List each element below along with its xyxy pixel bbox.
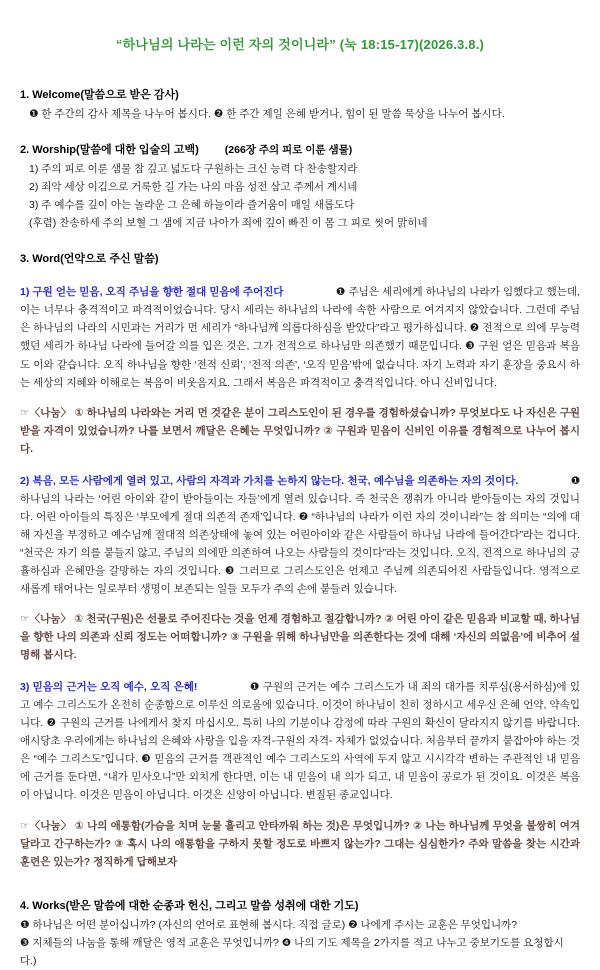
section-welcome xyxy=(20,86,580,123)
welcome-heading: 1. Welcome(말씀으로 받은 감사) xyxy=(20,89,179,102)
hymn-line: 1) 주의 피로 이룬 샘물 참 깊고 넓도다 구원하는 크신 능력 다 찬송할지라 xyxy=(29,163,358,176)
word-point-2-lead: 2) 복음, 모든 사람에게 열려 있고, 사람의 자격과 가치를 논하지 않는다. 천국, 예수님을 의존하는 자의 것이다. xyxy=(20,474,519,487)
section-works xyxy=(20,897,580,970)
worship-heading-line xyxy=(20,141,580,160)
word-point-1 xyxy=(20,283,580,391)
word-point-2-body: ❶ 하나님의 나라는 ‘어린 아이와 같이 받아들이는 자들’에게 열려 있습니다. 즉 천국은 쟁취가 아니라 받아들이는 자의 것입니다. 어린 아이들의 특징은 ‘부모에게 절대 의존적 존재’입니다. ❷ “하나님의 나라가 이런 자의 것이니라”는 참 의미는 “의에 대해 자신을 부정하고 예수님께 절대적 의존상태에 놓여 있는 어린아이와 같은 사람들이 하나님 나라에 들어간다”라는 겁니다. “천국은 자기 의를 붙들지 않고, 주님의 의에만 의존하여 나오는 사람들의 것이다”라는 것입니다. 오직, 전적으로 하나님의 긍휼하심과 은혜만을 갈망하는 자의 것입니다. ❸ 그러므로 그리스도인은 언제고 주님께 의존되어진 사람들입니다. 영적으로 새롭게 태어나는 일로부터 생명이 보존되는 일들 모두가 주의 손에 붙들려 있습니다. xyxy=(20,474,580,596)
share-question-1: ☞〈나눔〉 ① 하나님의 나라와는 거리 먼 것같은 분이 그리스도인이 된 경우를 경험하셨습니까? 무엇보다도 나 자신은 구원받을 자격이 있었습니까? 나를 보면서 깨달은 은혜는 무엇입니까? ② 구원과 믿음이 신비인 이유를 경험적으로 나누어 봅시다. xyxy=(20,406,580,455)
page-title: “하나님의 나라는 이런 자의 것이니라” (눅 18:15-17)(2026.3.8.) xyxy=(115,37,485,52)
works-heading: 4. Works(받은 말씀에 대한 순종과 헌신, 그리고 말씀 성취에 대한 기도) xyxy=(20,899,359,912)
word-point-1-lead: 1) 구원 얻는 믿음, 오직 주님을 향한 절대 믿음에 주어진다 xyxy=(20,286,284,299)
hymn-line: (후렴) 찬송하세 주의 보혈 그 샘에 지금 나아가 죄에 깊이 빠진 이 몸 그 피로 씻어 맑히네 xyxy=(29,217,428,230)
word-point-2 xyxy=(20,472,580,598)
hymn-reference: (266장 주의 피로 이룬 샘물) xyxy=(224,144,353,157)
share-question-3: ☞〈나눔〉 ① 나의 애통함(가슴을 치며 눈물 흘리고 안타까워 하는 것)은 무엇입니까? ② 나는 하나님께 무엇을 불쌍히 여겨 달라고 간구하는가? ③ 혹시 나의 애통함을 구하지 못할 정도로 바쁘지 않는가? 그대는 심심한가? 주와 말씀을 찾는 시간과 훈련은 있는가? 정직하게 답해보자 xyxy=(20,819,580,868)
section-worship xyxy=(20,141,580,232)
word-point-1-body: ❶ 주님은 세리에게 하나님의 나라가 임했다고 했는데, 이는 너무나 충격적이고 파격적이었습니다. 당시 세리는 하나님의 나라에 속한 사람으로 여겨지지 않았습니다. 그런데 주님은 하나님의 나라의 시민과는 거리가 먼 세리가 “하나님께 의롭다하심을 받았다”라고 평가하십니다. ❷ 전적으로 의에 무능력했던 세리가 하나님 나라에 들어갈 의를 입은 것은, 그가 전적으로 하나님만 의존했기 때문입니다. ❸ 구원 얻은 믿음과 복음도 이와 같습니다. 오직 하나님을 향한 ‘전적 신뢰’, ‘전적 의존’, ‘오직 믿음’밖에 없습니다. 자기 노력과 자기 훈장을 중요시 하는 세상의 지혜와 이해로는 복음이 비웃음지요. 그래서 복음은 파격적이고 충격적입니다. 아니 신비입니다. xyxy=(20,286,580,389)
word-heading: 3. Word(언약으로 주신 말씀) xyxy=(20,253,159,266)
word-point-3-lead: 3) 믿음의 근거는 오직 예수, 오직 은혜! xyxy=(20,681,198,694)
hymn-line: 3) 주 예수를 깊이 아는 놀라운 그 은혜 하늘이라 즐거움이 매일 새롭도다 xyxy=(29,199,355,212)
works-line: ❶ 하나님은 어떤 분이십니까? (자신의 언어로 표현해 봅시다. 직접 글로) ❷ 나에게 주시는 교훈은 무엇입니까? xyxy=(20,918,518,931)
works-line: ❸ 지체들의 나눔을 통해 깨달은 영적 교훈은 무엇입니까? ❹ 나의 기도 제목을 2가지를 적고 나누고 중보기도를 요청합시다.) xyxy=(20,936,564,967)
worship-heading: 2. Worship(말씀에 대한 입술의 고백) xyxy=(20,144,199,157)
welcome-body: ❶ 한 주간의 감사 제목을 나누어 봅시다. ❷ 한 주간 제일 은혜 받거나, 힘이 된 말씀 묵상을 나누어 봅시다. xyxy=(29,108,505,121)
word-point-3-body: ❶ 구원의 근거는 예수 그리스도가 내 죄의 대가를 치루심(용서하심)에 있고 예수 그리스도가 온전히 순종함으로 이루신 의로움에 있습니다. 이것이 하나님이 친히 정하시고 세우신 은혜 언약, 약속입니다. ❷ 구원의 근거를 나에게서 찾지 마십시오. 특히 나의 기분이나 감정에 따라 구원의 확신이 달라지지 않기를 바랍니다. 애시당초 우리에게는 하나님의 은혜와 사랑을 입을 자격-구원의 자격- 자체가 없었습니다. 처음부터 끝까지 붙잡아야 하는 것은 “예수 그리스도”입니다. ❸ 믿음의 근거를 객관적인 예수 그리스도의 사역에 두지 않고 시시각각 변하는 주관적인 내 믿음에 근거를 둔다면, “내가 믿사오니”만 외치게 한다면, 이는 내 믿음이 내 의가 되고, 내 믿음이 공로가 된 것이요. 이것은 복음이 아닙니다. 이것은 믿음이 아닙니다. 이것은 신앙이 아닙니다. 변질된 종교입니다. xyxy=(20,681,580,802)
hymn-line: 2) 죄악 세상 이김으로 거룩한 길 가는 나의 마음 성전 삼고 주께서 계시네 xyxy=(29,181,358,194)
section-word xyxy=(20,250,580,870)
word-point-3 xyxy=(20,678,580,804)
share-question-2: ☞〈나눔〉 ① 천국(구원)은 선물로 주어진다는 것을 언제 경험하고 절감합니까? ② 어린 아이 같은 믿음과 비교할 때, 하나님을 향한 나의 의존과 신뢰 정도는 어떠합니까? ③ 구원을 위해 하나님만을 의존한다는 것에 대해 ‘자신의 의없음’에 비추어 설명해 봅시다. xyxy=(20,613,580,662)
